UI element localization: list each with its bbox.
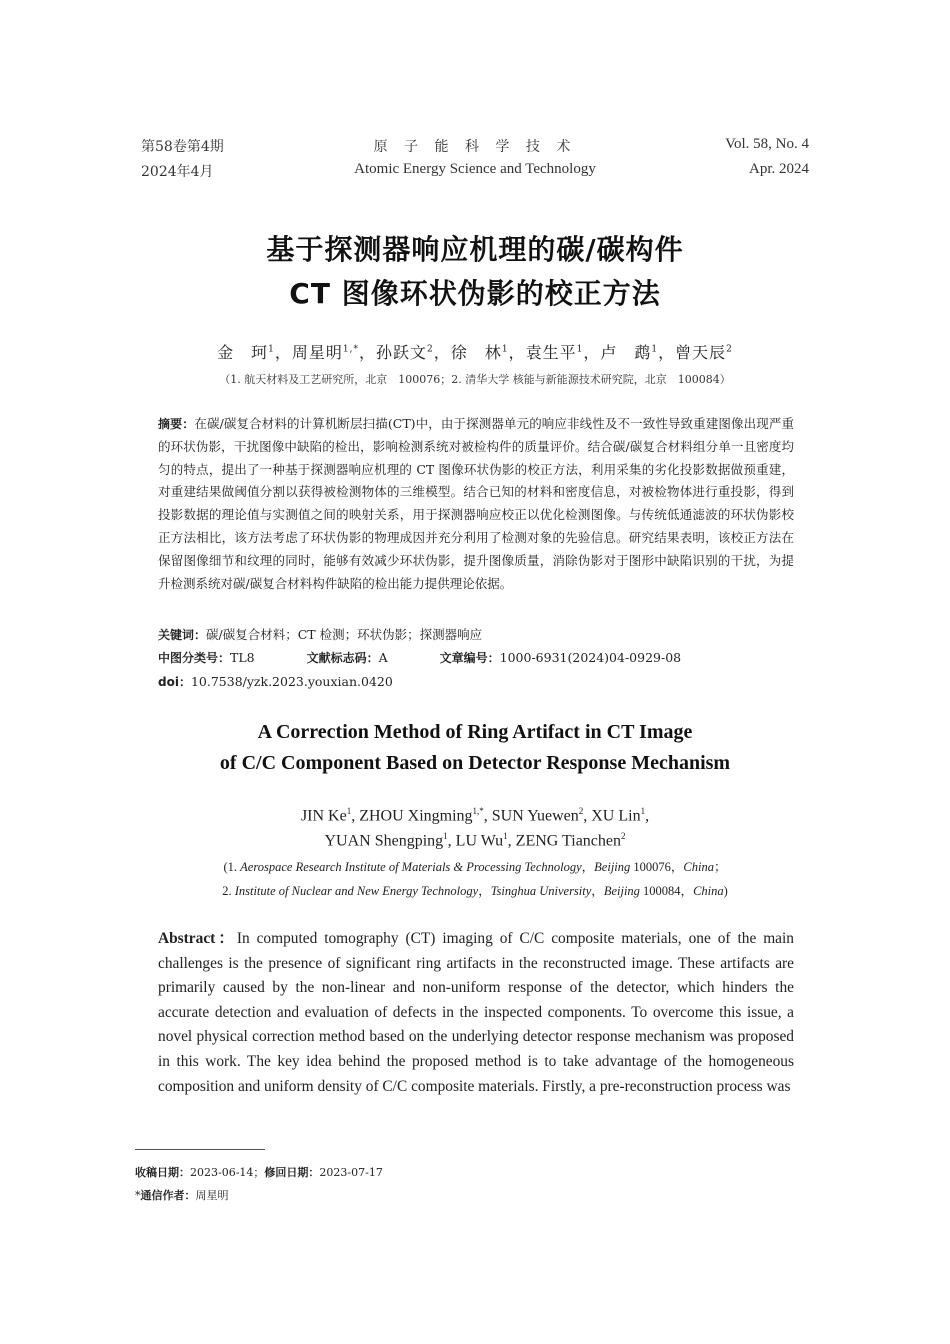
- author-affiliation-mark: 1: [443, 831, 448, 841]
- keywords-text: 碳/碳复合材料；CT 检测；环状伪影；探测器响应: [206, 627, 483, 642]
- authors-cn: 金 珂$^1$，周星明$^{1,*}$，孙跃文$^2$，徐 林$^1$，袁生平$^1$，卢 鹉$^1$，曾天辰$^2$: [217, 343, 733, 362]
- footnote-dates: [135, 1164, 383, 1180]
- author-name: XU Lin: [591, 807, 641, 825]
- author-name: 曾天辰: [675, 343, 727, 362]
- author-affiliation-mark: 1: [651, 344, 659, 355]
- date-cn: 2024年4月: [141, 164, 214, 180]
- revised-label: 修回日期：: [264, 1166, 320, 1179]
- author-affiliation-mark: 2: [578, 806, 584, 816]
- article-number-value: 1000-6931(2024)04-0929-08: [499, 650, 682, 665]
- abstract-cn-label: 摘要：: [158, 417, 195, 431]
- aff2-country: China: [693, 884, 724, 898]
- doc-code-label: 文献标志码：: [306, 651, 379, 665]
- doi-label: doi：: [158, 675, 191, 689]
- author-affiliation-mark: 1,*: [472, 806, 484, 816]
- aff1-institution: Aerospace Research Institute of Materials & Processing Technology: [240, 860, 582, 874]
- title-en-line2: of C/C Component Based on Detector Response Mechanism: [219, 752, 731, 774]
- article-number: [440, 650, 682, 665]
- aff2-university: Tsinghua University: [490, 884, 592, 898]
- affiliation-en-line1: (1. Aerospace Research Institute of Materials & Processing Technology，Beijing 100076，China；: [223, 860, 727, 874]
- title-cn-line2: CT 图像环状伪影的校正方法: [289, 277, 661, 310]
- keywords-label: 关键词：: [158, 628, 207, 642]
- abstract-cn-text: 在碳/碳复合材料的计算机断层扫描(CT)中，由于探测器单元的响应非线性及不一致性导致重建图像出现严重的环状伪影，干扰图像中缺陷的检出，影响检测系统对被检构件的质量评价。结合碳/碳复合材料组分单一且密度均匀的特点，提出了一种基于探测器响应机理的 CT 图像环状伪影的校正方法，利用采集的劣化投影数据做预重建，对重建结果做阈值分割以获得被检测物体的三维模型。结合已知的材料和密度信息，对被检物体进行重投影，得到投影数据的理论值与实测值之间的映射关系，用于探测器响应校正以优化检测图像。与传统低通滤波的环状伪影校正方法相比，该方法考虑了环状伪影的物理成因并充分利用了检测对象的先验信息。研究结果表明，该校正方法在保留图像细节和纹理的同时，能够有效减少环状伪影，提升图像质量，消除伪影对于图形中缺陷识别的干扰，为提升检测系统对碳/碳复合材料构件缺陷的检出能力提供理论依据。: [158, 416, 794, 591]
- journal-name-cn: 原 子 能 科 学 技 术: [373, 139, 577, 155]
- author-name: 孙跃文: [376, 343, 428, 362]
- author-affiliation-mark: 1: [346, 806, 352, 816]
- author-affiliation-mark: 1: [501, 344, 509, 355]
- affiliation-cn: （1. 航天材料及工艺研究所，北京 100076；2. 清华大学 核能与新能源技术研究院，北京 100084）: [219, 373, 731, 386]
- aff1-postcode: 100076，: [630, 860, 684, 874]
- author-name: LU Wu: [455, 832, 504, 850]
- aff1-city: Beijing: [594, 860, 631, 874]
- date-en: Apr. 2024: [749, 161, 809, 177]
- volume-issue-cn: 第58卷第4期: [141, 139, 224, 155]
- aff2-postcode: 100084，: [639, 884, 694, 898]
- aff2-prefix: 2.: [222, 884, 235, 898]
- author-name: 袁生平: [525, 343, 577, 362]
- revised-value: 2023-07-17: [319, 1166, 383, 1179]
- author-affiliation-mark: 1: [576, 344, 584, 355]
- abstract-en-label: Abstract：: [158, 930, 237, 947]
- authors-en-line2: YUAN Shengping$^1$, LU Wu$^1$, ZENG Tianchen$^2$: [324, 831, 626, 850]
- author-name: ZENG Tianchen: [515, 832, 621, 850]
- author-affiliation-mark: 1: [503, 831, 508, 841]
- journal-name-en: Atomic Energy Science and Technology: [354, 161, 596, 177]
- abstract-en: [158, 927, 794, 1099]
- author-name: YUAN Shengping: [324, 832, 444, 850]
- classification-row: [158, 649, 681, 666]
- title-cn-line1: 基于探测器响应机理的碳/碳构件: [266, 233, 684, 266]
- author-name: 金 珂: [217, 343, 269, 362]
- abstract-cn: [158, 413, 794, 595]
- author-affiliation-mark: 2: [726, 344, 733, 355]
- clc: [158, 650, 255, 665]
- affiliation-en-line2: 2. Institute of Nuclear and New Energy Technology，Tsinghua University，Beijing 100084，China): [222, 884, 728, 898]
- title-en-line1: A Correction Method of Ring Artifact in CT Image: [257, 721, 693, 743]
- received-label: 收稿日期：: [135, 1166, 190, 1179]
- author-name: ZHOU Xingming: [359, 807, 473, 825]
- doc-code-value: A: [378, 650, 388, 665]
- authors-en-line1: JIN Ke$^1$, ZHOU Xingming$^{1,*}$, SUN Yuewen$^2$, XU Lin$^1$,: [300, 806, 650, 825]
- corresponding-label: 通信作者：: [140, 1189, 196, 1202]
- author-name: JIN Ke: [300, 807, 347, 825]
- abstract-en-text: In computed tomography (CT) imaging of C/C composite materials, one of the main challenges is the presence of significant ring artifacts in the reconstructed image. These artifacts are primarily caused by the non-linear and non-uniform response of the detector, which hinders the accurate detection and evaluation of defects in the inspected components. To overcome this issue, a novel physical correction method based on the underlying detector response mechanism was proposed in this work. The key idea behind the proposed method is to take advantage of the homogeneous composition and uniform density of C/C composite materials. Firstly, a pre-reconstruction process was: [158, 930, 794, 1095]
- author-name: 周星明: [291, 343, 343, 362]
- author-affiliation-mark: 1,*: [342, 344, 360, 355]
- clc-label: 中图分类号：: [158, 651, 231, 665]
- aff2-institution: Institute of Nuclear and New Energy Technology: [234, 884, 479, 898]
- doi: [158, 673, 393, 690]
- keywords-cn: [158, 625, 482, 643]
- author-name: 卢 鹉: [600, 343, 652, 362]
- author-name: SUN Yuewen: [491, 807, 579, 825]
- doc-code: [307, 650, 388, 665]
- article-number-label: 文章编号：: [439, 651, 500, 665]
- aff1-prefix: (1.: [223, 860, 241, 874]
- author-affiliation-mark: 2: [427, 344, 434, 355]
- author-affiliation-mark: 2: [621, 831, 626, 841]
- corresponding-value: 周星明: [195, 1189, 229, 1202]
- volume-issue-en: Vol. 58, No. 4: [725, 136, 809, 152]
- aff1-country: China: [683, 860, 714, 874]
- clc-value: TL8: [230, 650, 255, 665]
- footnote-divider: [135, 1149, 265, 1150]
- author-name: 徐 林: [450, 343, 502, 362]
- doi-value: 10.7538/yzk.2023.youxian.0420: [190, 674, 393, 689]
- received-value: 2023-06-14；: [190, 1166, 265, 1179]
- footnote-corresponding: [135, 1187, 229, 1203]
- aff2-city: Beijing: [603, 884, 640, 898]
- corresponding-mark: *: [135, 1189, 141, 1202]
- author-affiliation-mark: 1: [640, 806, 646, 816]
- author-affiliation-mark: 1: [268, 344, 275, 355]
